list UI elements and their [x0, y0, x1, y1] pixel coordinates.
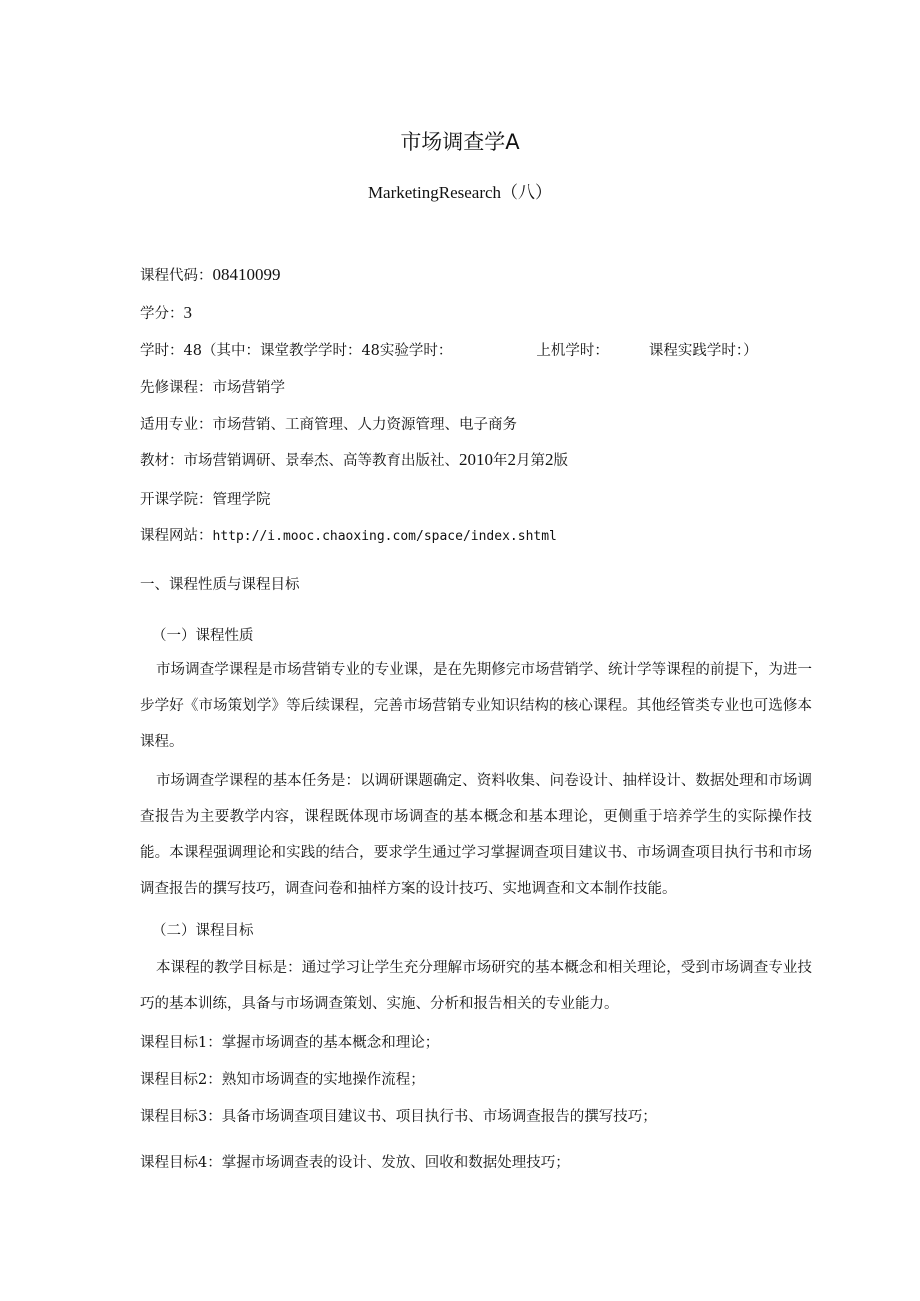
hours-text: 学时：48（其中：课堂教学学时：48实验学时： — [140, 343, 453, 359]
textbook-text: 教材：市场营销调研、景奉杰、高等教育出版社、 — [140, 453, 459, 469]
school-line: 开课学院：管理学院 — [140, 492, 271, 508]
credit-label: 学分： — [140, 306, 184, 322]
paragraph-tasks: 市场调查学课程的基本任务是：以调研课题确定、资料收集、问卷设计、抽样设计、数据处理和市场调查报告为主要教学内容，课程既体现市场调查的基本概念和基本理论，更侧重于培养学生的实际操作技能。本课程强调理论和实践的结合，要求学生通过学习掌握调查项目建议书、市场调查项目执行书和市场调查报告的撰写技巧，调查问卷和抽样方案的设计技巧、实地调查和文本制作技能。 — [140, 773, 812, 897]
subsection-heading-goals: （二）课程目标 — [152, 923, 254, 939]
credit-value: 3 — [183, 303, 192, 322]
paragraph-nature: 市场调查学课程是市场营销专业的专业课，是在先期修完市场营销学、统计学等课程的前提下，为进一步学好《市场策划学》等后续课程，完善市场营销专业知识结构的核心课程。其他经管类专业也可选修本课程。 — [140, 662, 812, 750]
textbook-edition: 2 — [545, 450, 554, 469]
goal-item: 课程目标2：熟知市场调查的实地操作流程； — [140, 1072, 425, 1088]
section-heading: 一、课程性质与课程目标 — [140, 577, 300, 593]
website-line — [140, 524, 557, 545]
textbook-month: 2 — [507, 450, 516, 469]
credit-line — [140, 302, 192, 323]
hours-computer: 上机学时： — [536, 343, 609, 359]
website-label: 课程网站： — [140, 528, 213, 544]
subsection-heading-nature: （一）课程性质 — [152, 628, 254, 644]
hours-line — [140, 339, 758, 360]
course-code-value: 08410099 — [212, 265, 281, 284]
course-code-line — [140, 264, 281, 285]
website-link[interactable]: http://i.mooc.chaoxing.com/space/index.shtml — [212, 529, 557, 544]
textbook-year: 2010 — [459, 450, 493, 469]
hours-practice: 课程实践学时：） — [648, 343, 758, 359]
prerequisite-line: 先修课程：市场营销学 — [140, 380, 285, 396]
textbook-line — [140, 449, 568, 470]
paragraph-goals: 本课程的教学目标是：通过学习让学生充分理解市场研究的基本概念和相关理论，受到市场调查专业技巧的基本训练，具备与市场调查策划、实施、分析和报告相关的专业能力。 — [140, 960, 812, 1012]
textbook-month-unit: 月第 — [516, 453, 545, 469]
goal-item: 课程目标4：掌握市场调查表的设计、发放、回收和数据处理技巧； — [140, 1155, 570, 1171]
goal-item: 课程目标1：掌握市场调查的基本概念和理论； — [140, 1035, 440, 1051]
textbook-year-unit: 年 — [493, 453, 508, 469]
page-subtitle: MarketingResearch（八） — [367, 183, 553, 202]
majors-line: 适用专业：市场营销、工商管理、人力资源管理、电子商务 — [140, 417, 517, 433]
goal-item: 课程目标3：具备市场调查项目建议书、项目执行书、市场调查报告的撰写技巧； — [140, 1109, 657, 1125]
page-title: 市场调查学A — [400, 130, 520, 154]
textbook-edition-unit: 版 — [553, 453, 568, 469]
course-code-label: 课程代码： — [140, 268, 213, 284]
